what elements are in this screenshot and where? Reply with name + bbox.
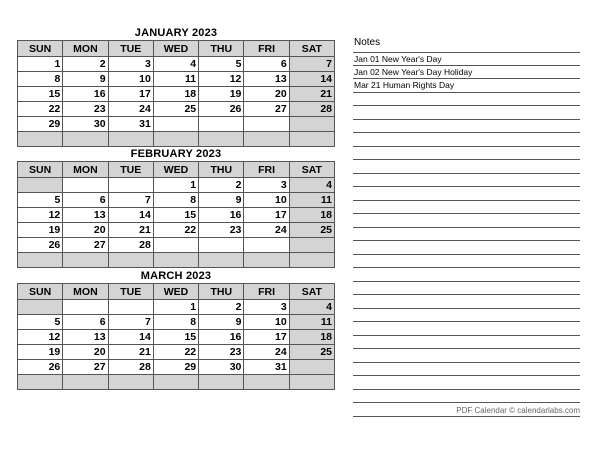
note-line xyxy=(353,241,580,255)
day-cell: 5 xyxy=(18,315,63,330)
week-row xyxy=(18,330,335,345)
weekday-header: FRI xyxy=(244,162,289,178)
day-cell: 14 xyxy=(108,330,153,345)
week-row xyxy=(18,238,335,253)
day-cell: 22 xyxy=(18,102,63,117)
month-grid xyxy=(17,161,335,268)
day-cell: 1 xyxy=(153,300,198,315)
day-cell: 4 xyxy=(289,300,334,315)
weekday-header: MON xyxy=(63,284,108,300)
day-cell: 26 xyxy=(18,360,63,375)
week-row xyxy=(18,253,335,268)
day-cell xyxy=(153,132,198,147)
day-cell xyxy=(244,117,289,132)
note-line xyxy=(353,214,580,228)
day-cell: 10 xyxy=(244,193,289,208)
day-cell: 8 xyxy=(153,315,198,330)
day-cell: 24 xyxy=(244,223,289,238)
day-cell: 26 xyxy=(18,238,63,253)
day-cell xyxy=(289,253,334,268)
month-grid xyxy=(17,40,335,147)
day-cell xyxy=(289,375,334,390)
day-cell xyxy=(63,132,108,147)
week-row xyxy=(18,193,335,208)
weekday-header: FRI xyxy=(244,41,289,57)
note-line xyxy=(353,187,580,201)
day-cell: 5 xyxy=(199,57,244,72)
day-cell xyxy=(63,375,108,390)
day-cell: 22 xyxy=(153,345,198,360)
day-cell xyxy=(244,375,289,390)
day-cell: 16 xyxy=(199,330,244,345)
note-line xyxy=(353,376,580,390)
week-row xyxy=(18,178,335,193)
day-cell: 20 xyxy=(63,345,108,360)
weekday-header: SUN xyxy=(18,284,63,300)
day-cell: 27 xyxy=(63,360,108,375)
day-cell xyxy=(63,178,108,193)
month-title: MARCH 2023 xyxy=(140,270,212,282)
week-row xyxy=(18,87,335,102)
day-cell: 17 xyxy=(244,330,289,345)
day-cell: 13 xyxy=(63,330,108,345)
week-row xyxy=(18,315,335,330)
day-cell: 7 xyxy=(108,315,153,330)
day-cell: 27 xyxy=(63,238,108,253)
weekday-header: THU xyxy=(199,284,244,300)
day-cell xyxy=(63,253,108,268)
note-line xyxy=(353,133,580,147)
day-cell: 13 xyxy=(63,208,108,223)
day-cell xyxy=(244,253,289,268)
day-cell: 3 xyxy=(244,178,289,193)
weekday-header-row xyxy=(18,162,335,178)
weekday-header: MON xyxy=(63,162,108,178)
day-cell: 5 xyxy=(18,193,63,208)
note-line xyxy=(353,390,580,404)
day-cell: 9 xyxy=(199,193,244,208)
day-cell: 10 xyxy=(108,72,153,87)
day-cell: 26 xyxy=(199,102,244,117)
day-cell: 21 xyxy=(108,345,153,360)
day-cell: 31 xyxy=(244,360,289,375)
day-cell: 21 xyxy=(108,223,153,238)
day-cell xyxy=(289,117,334,132)
day-cell xyxy=(63,300,108,315)
note-line xyxy=(353,255,580,269)
weekday-header: TUE xyxy=(108,41,153,57)
notes-title: Notes xyxy=(354,37,381,48)
day-cell: 20 xyxy=(63,223,108,238)
note-line xyxy=(353,201,580,215)
day-cell xyxy=(108,132,153,147)
day-cell: 12 xyxy=(199,72,244,87)
note-line xyxy=(353,336,580,350)
week-row xyxy=(18,57,335,72)
day-cell: 6 xyxy=(63,315,108,330)
note-line xyxy=(353,295,580,309)
week-row xyxy=(18,345,335,360)
note-line xyxy=(353,106,580,120)
day-cell: 11 xyxy=(289,193,334,208)
day-cell: 19 xyxy=(199,87,244,102)
weekday-header: TUE xyxy=(108,162,153,178)
week-row xyxy=(18,360,335,375)
day-cell xyxy=(199,132,244,147)
day-cell: 19 xyxy=(18,345,63,360)
day-cell xyxy=(108,253,153,268)
day-cell: 12 xyxy=(18,208,63,223)
note-line: Jan 01 New Year's Day xyxy=(353,52,580,66)
weekday-header: THU xyxy=(199,41,244,57)
day-cell: 21 xyxy=(289,87,334,102)
day-cell: 6 xyxy=(244,57,289,72)
day-cell: 3 xyxy=(244,300,289,315)
day-cell: 23 xyxy=(199,223,244,238)
day-cell: 4 xyxy=(153,57,198,72)
week-row xyxy=(18,208,335,223)
month-grid xyxy=(17,283,335,390)
week-row xyxy=(18,72,335,87)
day-cell: 18 xyxy=(289,330,334,345)
day-cell: 25 xyxy=(289,345,334,360)
day-cell: 2 xyxy=(199,300,244,315)
day-cell: 11 xyxy=(289,315,334,330)
day-cell: 18 xyxy=(289,208,334,223)
week-row xyxy=(18,102,335,117)
day-cell: 2 xyxy=(63,57,108,72)
day-cell: 30 xyxy=(63,117,108,132)
day-cell: 8 xyxy=(153,193,198,208)
weekday-header: WED xyxy=(153,284,198,300)
day-cell: 8 xyxy=(18,72,63,87)
week-row xyxy=(18,375,335,390)
day-cell: 1 xyxy=(153,178,198,193)
day-cell xyxy=(108,300,153,315)
day-cell: 29 xyxy=(153,360,198,375)
note-line xyxy=(353,268,580,282)
day-cell: 23 xyxy=(63,102,108,117)
weekday-header: SAT xyxy=(289,41,334,57)
day-cell: 15 xyxy=(153,330,198,345)
day-cell: 15 xyxy=(18,87,63,102)
day-cell: 16 xyxy=(63,87,108,102)
week-row xyxy=(18,300,335,315)
day-cell: 18 xyxy=(153,87,198,102)
note-line: Mar 21 Human Rights Day xyxy=(353,79,580,93)
week-row xyxy=(18,117,335,132)
day-cell xyxy=(153,117,198,132)
weekday-header-row xyxy=(18,284,335,300)
weekday-header: SUN xyxy=(18,162,63,178)
day-cell xyxy=(18,132,63,147)
day-cell: 9 xyxy=(199,315,244,330)
weekday-header-row xyxy=(18,41,335,57)
week-row xyxy=(18,132,335,147)
day-cell: 17 xyxy=(244,208,289,223)
day-cell: 3 xyxy=(108,57,153,72)
day-cell xyxy=(153,253,198,268)
day-cell: 17 xyxy=(108,87,153,102)
day-cell: 27 xyxy=(244,102,289,117)
day-cell xyxy=(199,253,244,268)
note-line xyxy=(353,363,580,377)
day-cell xyxy=(18,300,63,315)
day-cell: 7 xyxy=(108,193,153,208)
weekday-header: SAT xyxy=(289,162,334,178)
day-cell xyxy=(244,132,289,147)
day-cell xyxy=(153,375,198,390)
day-cell xyxy=(18,253,63,268)
note-line xyxy=(353,349,580,363)
day-cell: 25 xyxy=(289,223,334,238)
day-cell: 24 xyxy=(108,102,153,117)
day-cell: 15 xyxy=(153,208,198,223)
month-january xyxy=(17,27,335,147)
month-february xyxy=(17,148,335,268)
note-line: Jan 02 New Year's Day Holiday xyxy=(353,66,580,80)
day-cell: 28 xyxy=(108,360,153,375)
day-cell xyxy=(289,238,334,253)
month-title: FEBRUARY 2023 xyxy=(130,148,222,160)
note-line xyxy=(353,93,580,107)
weekday-header: TUE xyxy=(108,284,153,300)
footer-credit: PDF Calendar © calendarlabs.com xyxy=(456,406,580,415)
day-cell: 2 xyxy=(199,178,244,193)
day-cell: 24 xyxy=(244,345,289,360)
note-line xyxy=(353,147,580,161)
day-cell: 29 xyxy=(18,117,63,132)
notes-panel xyxy=(353,36,580,417)
day-cell xyxy=(18,375,63,390)
day-cell xyxy=(108,178,153,193)
note-line xyxy=(353,282,580,296)
day-cell: 14 xyxy=(108,208,153,223)
day-cell: 12 xyxy=(18,330,63,345)
day-cell: 4 xyxy=(289,178,334,193)
day-cell: 16 xyxy=(199,208,244,223)
weekday-header: SUN xyxy=(18,41,63,57)
day-cell xyxy=(289,132,334,147)
weekday-header: SAT xyxy=(289,284,334,300)
day-cell: 20 xyxy=(244,87,289,102)
day-cell: 30 xyxy=(199,360,244,375)
week-row xyxy=(18,223,335,238)
note-line xyxy=(353,174,580,188)
weekday-header: WED xyxy=(153,162,198,178)
day-cell: 7 xyxy=(289,57,334,72)
day-cell: 23 xyxy=(199,345,244,360)
day-cell: 1 xyxy=(18,57,63,72)
day-cell: 19 xyxy=(18,223,63,238)
day-cell: 10 xyxy=(244,315,289,330)
day-cell xyxy=(153,238,198,253)
day-cell: 11 xyxy=(153,72,198,87)
day-cell xyxy=(199,117,244,132)
day-cell: 31 xyxy=(108,117,153,132)
day-cell: 14 xyxy=(289,72,334,87)
day-cell: 28 xyxy=(108,238,153,253)
note-line xyxy=(353,120,580,134)
day-cell xyxy=(199,375,244,390)
note-line xyxy=(353,228,580,242)
weekday-header: MON xyxy=(63,41,108,57)
day-cell xyxy=(108,375,153,390)
note-line xyxy=(353,309,580,323)
month-march xyxy=(17,270,335,390)
day-cell xyxy=(199,238,244,253)
weekday-header: THU xyxy=(199,162,244,178)
note-line xyxy=(353,322,580,336)
day-cell: 22 xyxy=(153,223,198,238)
day-cell: 13 xyxy=(244,72,289,87)
day-cell xyxy=(289,360,334,375)
day-cell: 25 xyxy=(153,102,198,117)
day-cell: 28 xyxy=(289,102,334,117)
weekday-header: FRI xyxy=(244,284,289,300)
day-cell: 6 xyxy=(63,193,108,208)
month-title: JANUARY 2023 xyxy=(134,27,218,39)
day-cell: 9 xyxy=(63,72,108,87)
day-cell xyxy=(18,178,63,193)
note-line xyxy=(353,160,580,174)
notes-lines xyxy=(353,52,580,417)
day-cell xyxy=(244,238,289,253)
weekday-header: WED xyxy=(153,41,198,57)
